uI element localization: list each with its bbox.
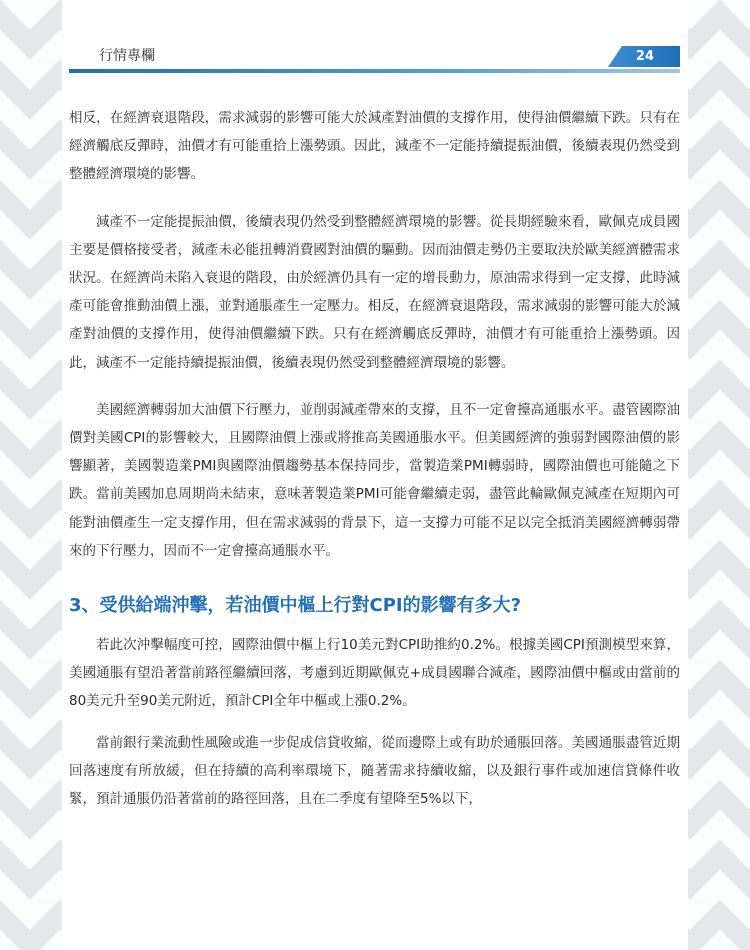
section-heading: 3、受供給端沖擊，若油價中樞上行對CPI的影響有多大? bbox=[69, 595, 522, 617]
section-paragraph-2: 當前銀行業流動性風險或進一步促成信貸收縮，從而邊際上或有助於通脹回落。美國通脹盡管近期回落速度有所放緩，但在持續的高利率環境下，隨著需求持續收縮，以及銀行事件或加速信貸條件收緊，預計通脹仍沿著當前的路徑回落，且在二季度有望降至5%以下， bbox=[69, 734, 680, 808]
section-spacer bbox=[69, 620, 680, 631]
section-paragraph-1: 若此次沖擊幅度可控，國際油價中樞上行10美元對CPI助推約0.2%。根據美國CPI預測模型來算，美國通脹有望沿著當前路徑繼續回落，考慮到近期歐佩克+成員國聯合減產，國際油價中樞或由當前的80美元升至90美元附近，預計CPI全年中樞或上漲0.2%。 bbox=[69, 637, 680, 710]
section-spacer bbox=[69, 565, 680, 592]
column-title: 行情專欄 bbox=[99, 48, 155, 64]
paragraph-2: 減產不一定能提振油價，後續表現仍然受到整體經濟環境的影響。從長期經驗來看，歐佩克成員國主要是價格接受者，減產未必能扭轉消費國對油價的驅動。因而油價走勢仍主要取決於歐美經濟體需求狀況。在經濟尚未陷入衰退的階段，由於經濟仍具有一定的增長動力，原油需求得到一定支撐，此時減產可能會推動油價上漲，並對通脹產生一定壓力。相反，在經濟衰退階段，需求減弱的影響可能大於減產對油價的支撐作用，使得油價繼續下跌。只有在經濟觸底反彈時，油價才有可能重拾上漲勢頭。因此，減產不一定能持續提振油價，後續表現仍然受到整體經濟環境的影響。 bbox=[69, 213, 680, 371]
paragraph-3: 美國經濟轉弱加大油價下行壓力，並削弱減產帶來的支撐，且不一定會擡高通脹水平。盡管國際油價對美國CPI的影響較大，且國際油價上漲或將推高美國通脹水平。但美國經濟的強弱對國際油價的影響顯著，美國製造業PMI與國際油價趨勢基本保持同步，當製造業PMI轉弱時，國際油價也可能隨之下跌。當前美國加息周期尚未結束，意味著製造業PMI可能會繼續走弱，盡管此輪歐佩克減產在短期內可能對油價產生一定支撐作用，但在需求減弱的背景下，這一支撐力可能不足以完全抵消美國經濟轉弱帶來的下行壓力，因而不一定會擡高通脹水平。 bbox=[69, 401, 680, 559]
header-divider bbox=[69, 69, 680, 73]
article-body bbox=[69, 104, 680, 813]
paragraph-spacer bbox=[69, 377, 680, 396]
page-header bbox=[69, 46, 680, 74]
paragraph-1: 相反，在經濟衰退階段，需求減弱的影響可能大於減產對油價的支撐作用，使得油價繼續下跌。只有在經濟觸底反彈時，油價才有可能重拾上漲勢頭。因此，減產不一定能持續提振油價，後續表現仍然受到整體經濟環境的影響。 bbox=[69, 110, 680, 183]
page-number: 24 bbox=[635, 49, 654, 64]
paragraph-spacer bbox=[69, 716, 680, 729]
paragraph-spacer bbox=[69, 189, 680, 208]
